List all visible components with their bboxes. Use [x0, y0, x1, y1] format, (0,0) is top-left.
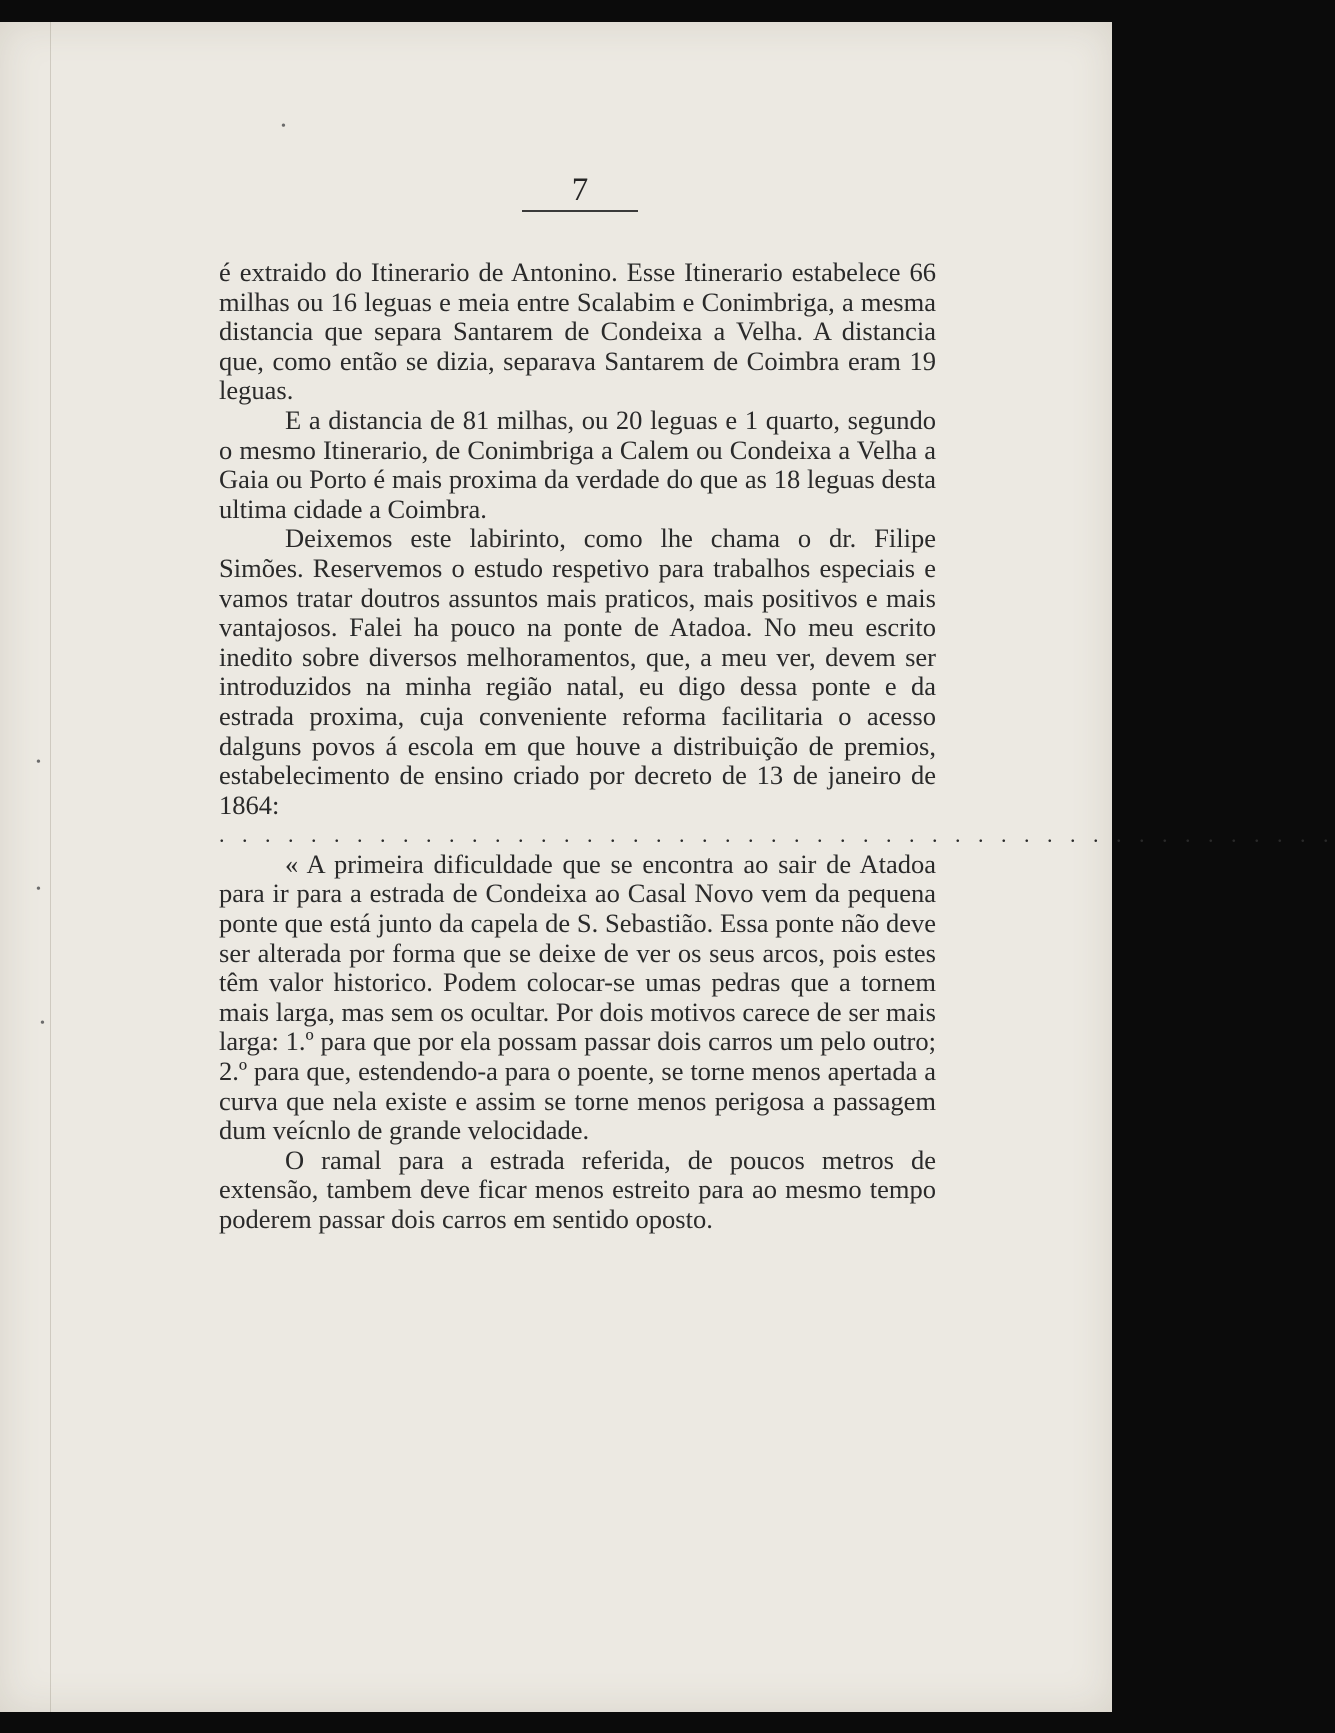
- stray-ink-mark: •: [281, 119, 286, 134]
- page-fold-line: [50, 22, 51, 1712]
- stray-ink-mark: •: [36, 755, 41, 770]
- page-number: 7: [571, 172, 589, 208]
- stray-ink-mark: •: [40, 1016, 45, 1031]
- paragraph-5: O ramal para a estrada referida, de poucos metros de extensão, tambem deve ficar menos estreito para ao mesmo tempo poderem passar dois carros em sentido oposto.: [219, 1144, 936, 1234]
- quote-paragraph: « A primeira dificuldade que se encontra ao sair de Atadoa para ir para a estrada de Condeixa ao Casal Novo vem da pequena ponte que está junto da capela de S. Sebastião. Essa ponte não deve ser alterada por forma que se deixe de ver os seus arcos, pois estes têm valor historico. Podem colocar-se umas pedras que a tornem mais larga, mas sem os ocultar. Por dois motivos carece de ser mais larga: 1.º para que por ela possam passar dois carros um pelo outro; 2.º para que, estendendo-a para o poente, se torne menos apertada a curva que nela existe e assim se torne menos perigosa a passagem dum veícnlo de grande velocidade.: [219, 848, 936, 1146]
- book-page: [0, 22, 1335, 1712]
- ellipsis-row: . . . . . . . . . . . . . . . . . . . . . . . . . . . . . . . . . . . . . . . . . . . . . . . . .: [219, 822, 1335, 848]
- stray-ink-mark: •: [36, 882, 41, 897]
- page-header: [520, 172, 640, 212]
- paragraph-2: E a distancia de 81 milhas, ou 20 leguas e 1 quarto, segundo o mesmo Itinerario, de Conimbriga a Calem ou Condeixa a Velha a Gaia ou Porto é mais proxima da verdade do que as 18 leguas desta ultima cidade a Coimbra.: [219, 404, 936, 524]
- paragraph-3: Deixemos este labirinto, como lhe chama o dr. Filipe Simões. Reservemos o estudo respetivo para trabalhos especiais e vamos tratar doutros assuntos mais praticos, mais positivos e mais vantajosos. Falei ha pouco na ponte de Atadoa. No meu escrito inedito sobre diversos melhoramentos, que, a meu ver, devem ser introduzidos na minha região natal, eu digo dessa ponte e da estrada proxima, cuja conveniente reforma facilitaria o acesso dalguns povos á escola em que houve a distribuição de premios, estabelecimento de ensino criado por decreto de 13 de janeiro de 1864:: [219, 523, 936, 820]
- paragraph-1: é extraido do Itinerario de Antonino. Esse Itinerario estabelece 66 milhas ou 16 leguas e meia entre Scalabim e Conimbriga, a mesma distancia que separa Santarem de Condeixa a Velha. A distancia que, como então se dizia, separava Santarem de Coimbra eram 19 leguas.: [219, 257, 936, 406]
- body-text: [219, 257, 1335, 1235]
- page-number-rule: [522, 210, 638, 212]
